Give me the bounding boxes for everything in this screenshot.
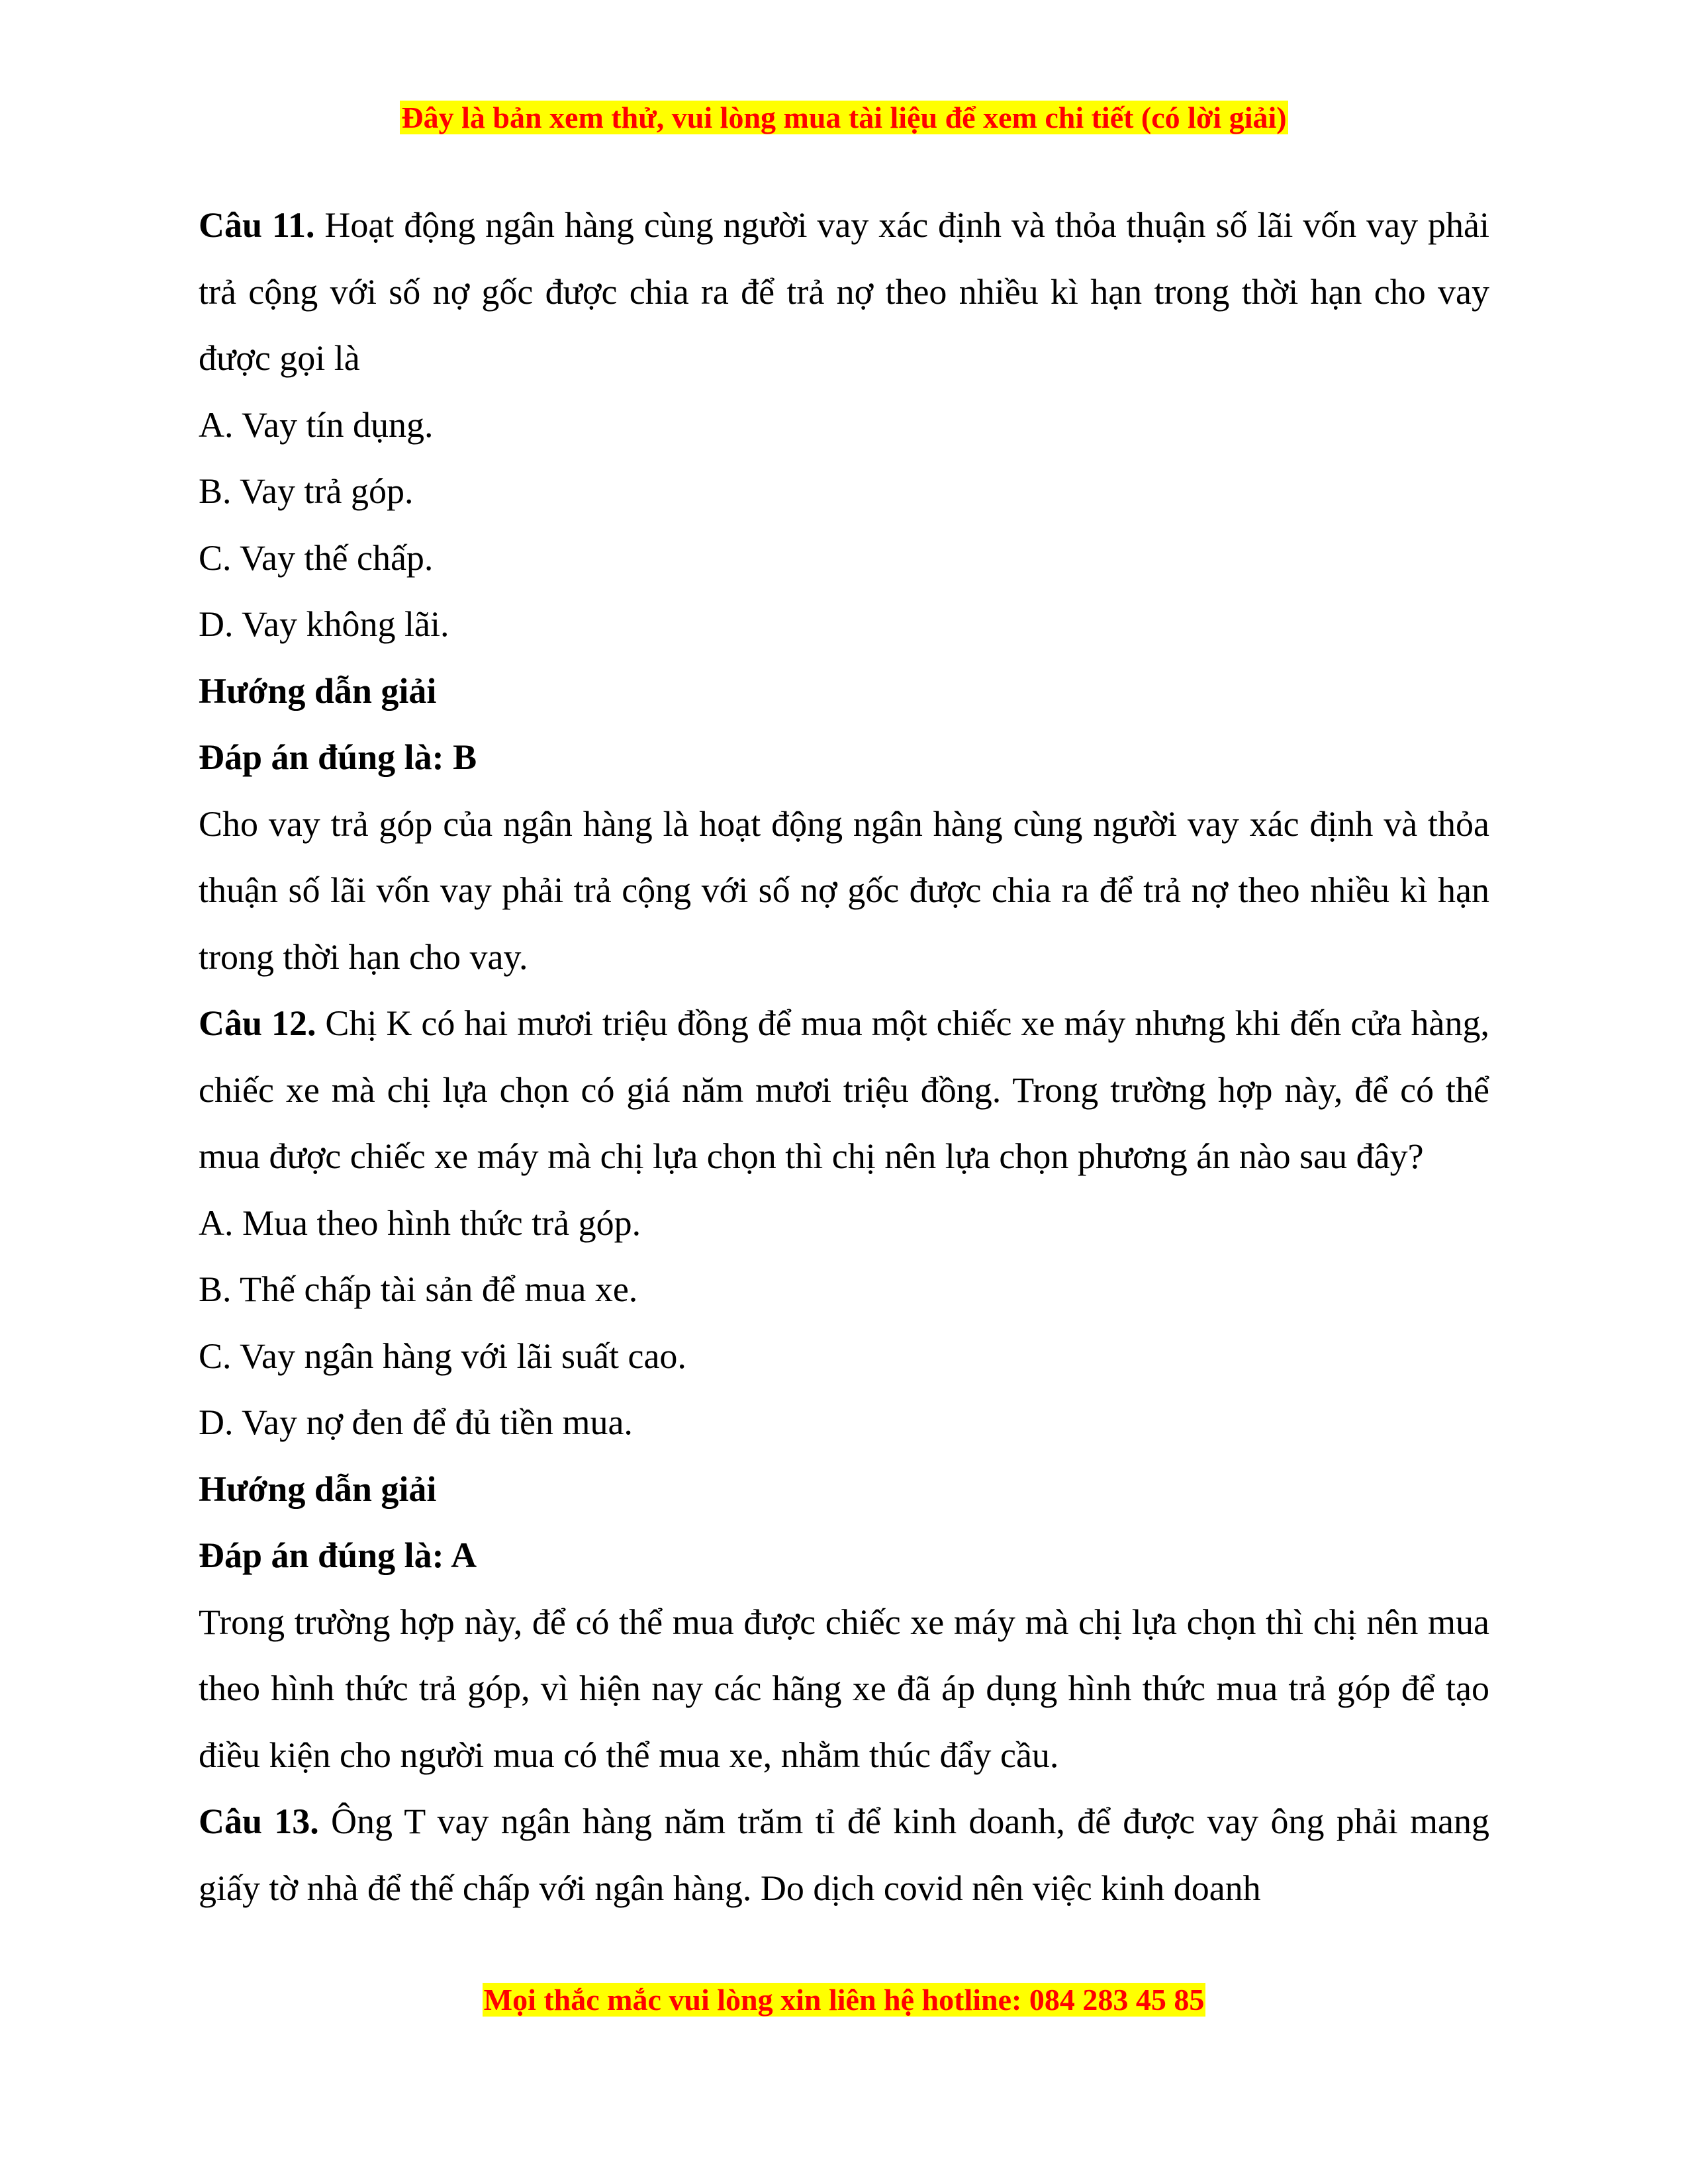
question-13: [199, 1788, 1489, 1921]
question-12: [199, 990, 1489, 1190]
option-b: B. Thế chấp tài sản để mua xe.: [199, 1269, 638, 1309]
option-d: D. Vay không lãi.: [199, 604, 449, 644]
question-label: Câu 11.: [199, 205, 315, 245]
option-c: C. Vay ngân hàng với lãi suất cao.: [199, 1336, 686, 1376]
option-b: B. Vay trả góp.: [199, 471, 414, 511]
option-a: A. Mua theo hình thức trả góp.: [199, 1203, 641, 1243]
guide-heading: Hướng dẫn giải: [199, 670, 437, 711]
question-11: [199, 192, 1489, 392]
option-c: C. Vay thế chấp.: [199, 537, 434, 578]
document-body: [199, 192, 1489, 1921]
hotline-notice: [0, 1981, 1688, 2019]
question-label: Câu 13.: [199, 1801, 319, 1841]
question-text: Hoạt động ngân hàng cùng người vay xác định và thỏa thuận số lãi vốn vay phải trả cộng với số nợ gốc được chia ra để trả nợ theo nhiều kì hạn trong thời hạn cho vay được gọi là: [199, 205, 1489, 378]
explanation: Trong trường hợp này, để có thể mua được chiếc xe máy mà chị lựa chọn thì chị nên mua theo hình thức trả góp, vì hiện nay các hãng xe đã áp dụng hình thức mua trả góp để tạo điều kiện cho người mua có thể mua xe, nhằm thúc đẩy cầu.: [199, 1602, 1489, 1775]
preview-notice-text: Đây là bản xem thử, vui lòng mua tài liệu để xem chi tiết (có lời giải): [401, 101, 1287, 134]
hotline-notice-text: Mọi thắc mắc vui lòng xin liên hệ hotline: 084 283 45 85: [483, 1983, 1205, 2017]
guide-heading: Hướng dẫn giải: [199, 1469, 437, 1509]
option-a: A. Vay tín dụng.: [199, 404, 434, 445]
preview-notice: [0, 99, 1688, 136]
question-label: Câu 12.: [199, 1003, 316, 1043]
option-d: D. Vay nợ đen để đủ tiền mua.: [199, 1402, 633, 1442]
question-text: Ông T vay ngân hàng năm trăm tỉ để kinh doanh, để được vay ông phải mang giấy tờ nhà để thế chấp với ngân hàng. Do dịch covid nên việc kinh doanh: [199, 1801, 1489, 1908]
explanation: Cho vay trả góp của ngân hàng là hoạt động ngân hàng cùng người vay xác định và thỏa thuận số lãi vốn vay phải trả cộng với số nợ gốc được chia ra để trả nợ theo nhiều kì hạn trong thời hạn cho vay.: [199, 803, 1489, 977]
correct-answer: Đáp án đúng là: B: [199, 737, 477, 777]
question-text: Chị K có hai mươi triệu đồng để mua một chiếc xe máy nhưng khi đến cửa hàng, chiếc xe mà chị lựa chọn có giá năm mươi triệu đồng. Trong trường hợp này, để có thể mua được chiếc xe máy mà chị lựa chọn thì chị nên lựa chọn phương án nào sau đây?: [199, 1003, 1489, 1176]
correct-answer: Đáp án đúng là: A: [199, 1535, 477, 1575]
